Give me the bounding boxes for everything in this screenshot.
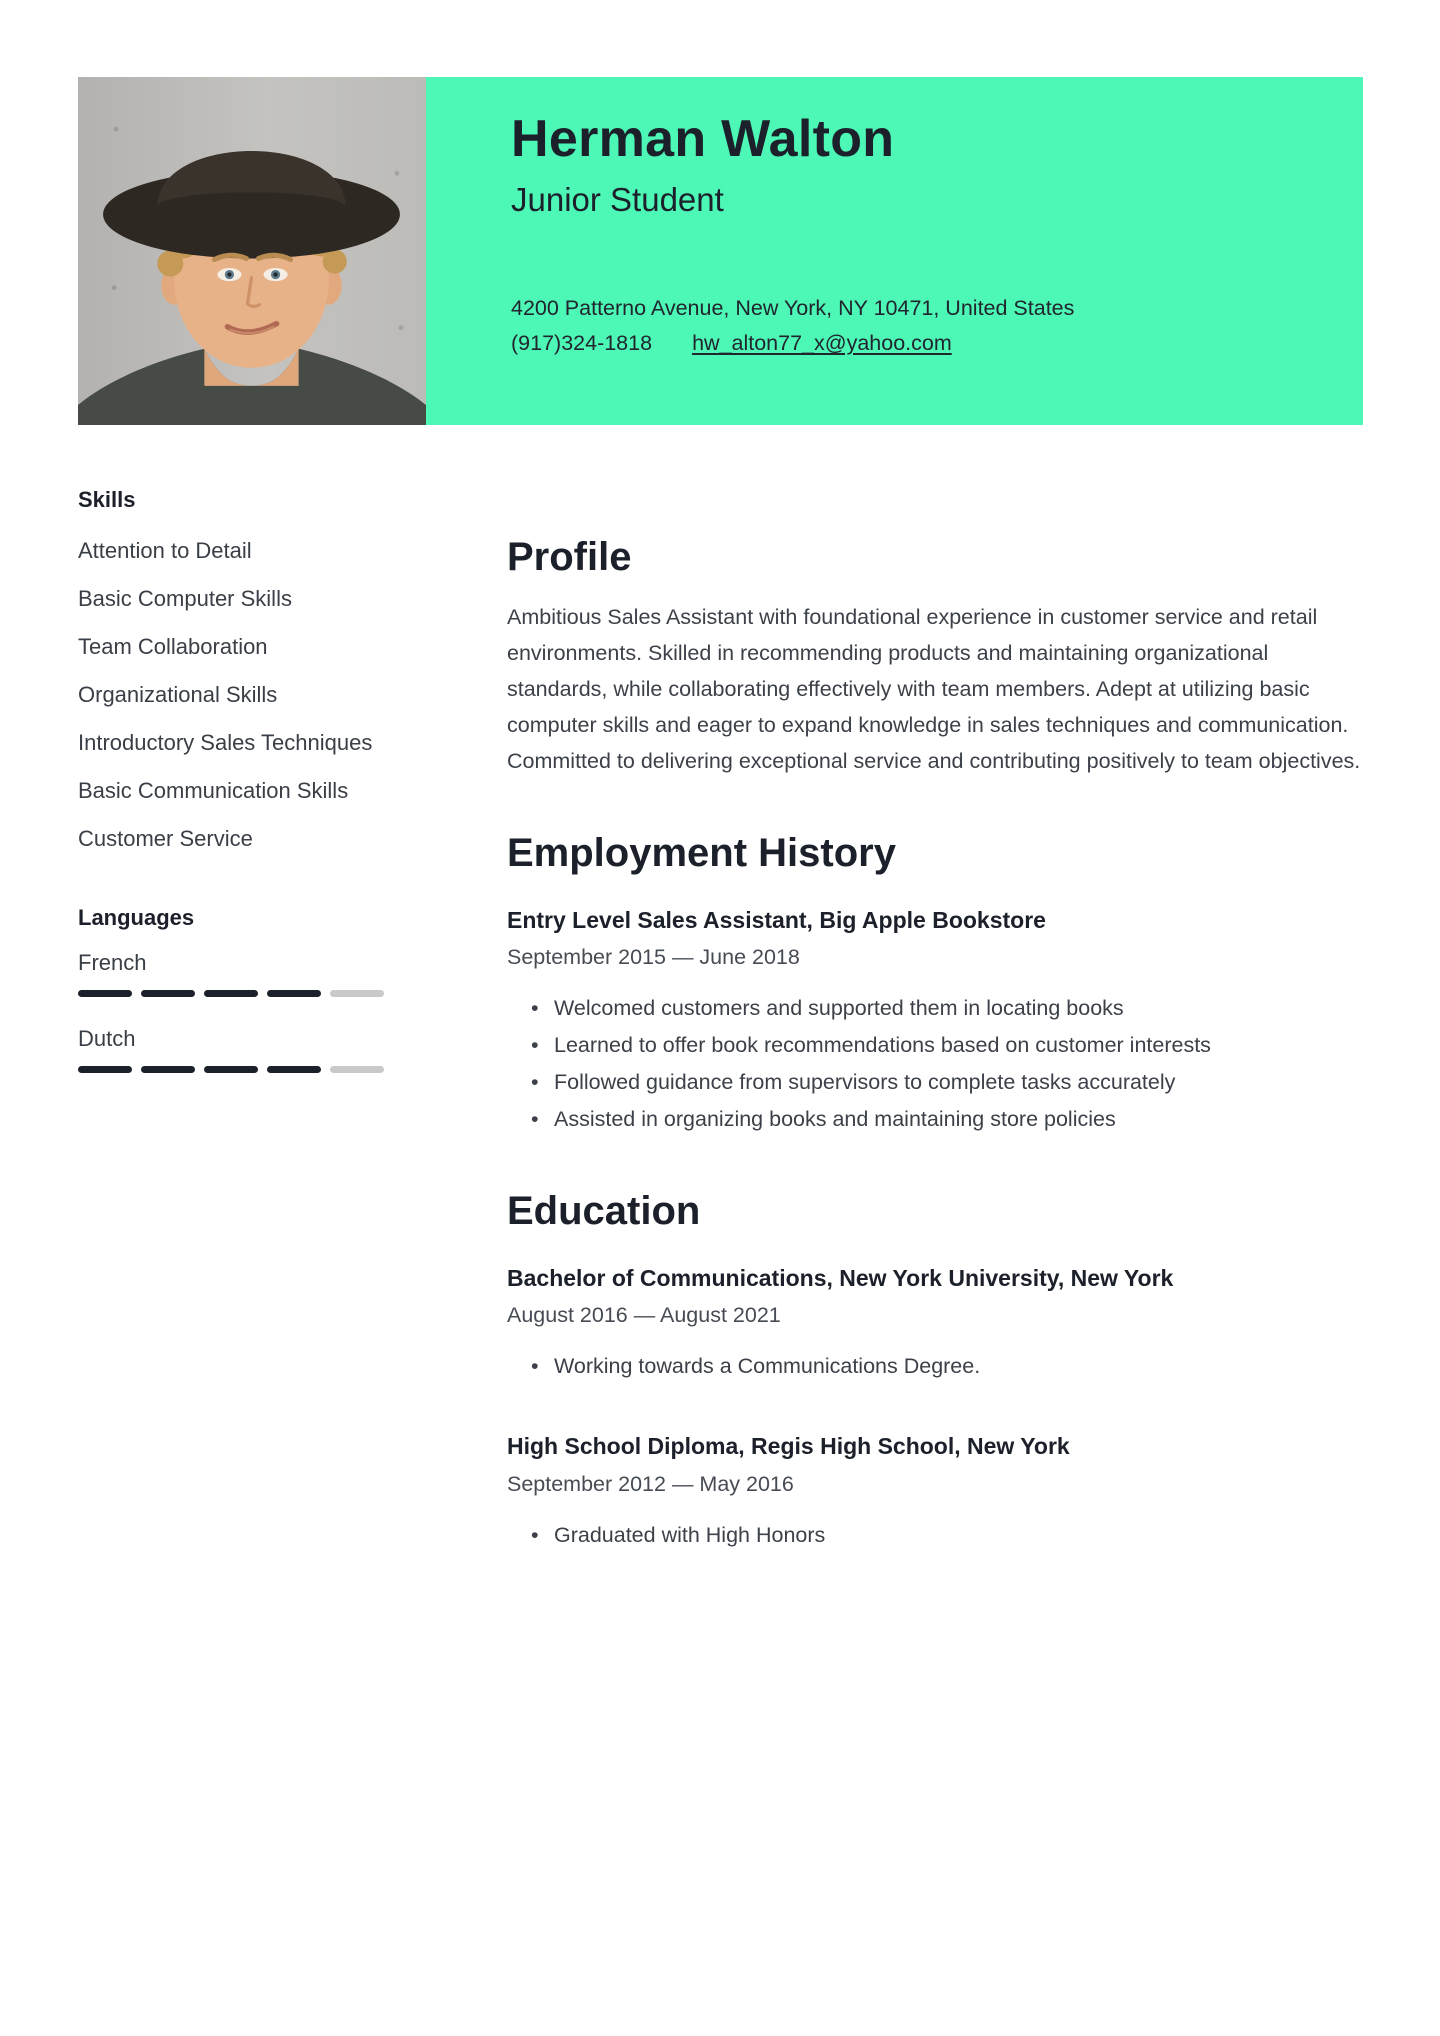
language-item bbox=[78, 945, 388, 997]
level-segment-empty bbox=[330, 1066, 384, 1073]
bullet-item: • Learned to offer book recommendations based on customer interests bbox=[507, 1027, 1363, 1063]
education-entry bbox=[507, 1262, 1363, 1384]
profile-text: Ambitious Sales Assistant with foundational experience in customer service and retail environments. Skilled in recommending products and maintaining organizational standards, while collaborating effectively with team members. Adept at utilizing basic computer skills and eager to expand knowledge in sales techniques and communication. Committed to delivering exceptional service and contributing positively to team objectives. bbox=[507, 605, 1361, 773]
level-segment-filled bbox=[267, 1066, 321, 1073]
skill-item: Attention to Detail bbox=[78, 538, 252, 563]
degree-dates: August 2016 — August 2021 bbox=[507, 1303, 781, 1328]
language-name: Dutch bbox=[78, 1026, 136, 1051]
languages-section bbox=[78, 905, 388, 1073]
bullet-item: • Welcomed customers and supported them in locating books bbox=[507, 990, 1363, 1026]
language-name: French bbox=[78, 950, 147, 975]
degree-bullets bbox=[507, 1348, 1363, 1384]
level-segment-filled bbox=[141, 1066, 195, 1073]
employment-entry bbox=[507, 904, 1363, 1137]
level-segment-filled bbox=[267, 990, 321, 997]
level-segment-empty bbox=[330, 990, 384, 997]
job-title: Entry Level Sales Assistant, Big Apple Bookstore bbox=[507, 907, 1046, 933]
skill-item: Introductory Sales Techniques bbox=[78, 730, 373, 755]
phone-number: (917)324-1818 bbox=[511, 331, 653, 356]
language-item bbox=[78, 1021, 388, 1073]
job-dates: September 2015 — June 2018 bbox=[507, 945, 800, 970]
header bbox=[78, 77, 1363, 425]
language-level-bar bbox=[78, 1066, 384, 1073]
degree-title: High School Diploma, Regis High School, New York bbox=[507, 1433, 1070, 1460]
level-segment-filled bbox=[204, 1066, 258, 1073]
skill-item: Customer Service bbox=[78, 826, 253, 851]
header-banner bbox=[426, 77, 1363, 425]
person-title: Junior Student bbox=[511, 181, 724, 219]
level-segment-filled bbox=[78, 1066, 132, 1073]
main-column bbox=[507, 533, 1363, 1554]
bullet-item: • Followed guidance from supervisors to complete tasks accurately bbox=[507, 1064, 1363, 1100]
sidebar bbox=[78, 487, 388, 1097]
skills-heading: Skills bbox=[78, 487, 136, 512]
skill-item: Basic Communication Skills bbox=[78, 778, 349, 803]
address-line: 4200 Patterno Avenue, New York, NY 10471, United States bbox=[511, 296, 1075, 321]
person-name: Herman Walton bbox=[511, 110, 895, 168]
bullet-item: • Working towards a Communications Degree. bbox=[507, 1348, 1363, 1384]
email-link[interactable]: hw_alton77_x@yahoo.com bbox=[692, 331, 952, 356]
language-level-bar bbox=[78, 990, 384, 997]
education-heading: Education bbox=[507, 1189, 701, 1234]
job-bullets bbox=[507, 990, 1363, 1137]
profile-heading: Profile bbox=[507, 535, 632, 579]
education-section bbox=[507, 1187, 1363, 1552]
employment-section bbox=[507, 829, 1363, 1137]
skill-item: Organizational Skills bbox=[78, 682, 278, 707]
degree-title: Bachelor of Communications, New York University, New York bbox=[507, 1265, 1174, 1292]
profile-section bbox=[507, 533, 1363, 779]
education-entry bbox=[507, 1430, 1363, 1552]
profile-photo bbox=[78, 77, 426, 425]
degree-dates: September 2012 — May 2016 bbox=[507, 1471, 794, 1496]
degree-bullets bbox=[507, 1517, 1363, 1553]
level-segment-filled bbox=[204, 990, 258, 997]
employment-heading: Employment History bbox=[507, 831, 896, 875]
skill-item: Basic Computer Skills bbox=[78, 586, 292, 611]
bullet-item: • Assisted in organizing books and maintaining store policies bbox=[507, 1101, 1363, 1137]
level-segment-filled bbox=[78, 990, 132, 997]
level-segment-filled bbox=[141, 990, 195, 997]
phone-email-line bbox=[511, 326, 1323, 361]
skills-list bbox=[78, 533, 388, 857]
contact-block bbox=[511, 291, 1323, 361]
portrait-illustration bbox=[78, 77, 426, 425]
bullet-item: • Graduated with High Honors bbox=[507, 1517, 1363, 1553]
body-columns bbox=[78, 425, 1363, 1554]
languages-heading: Languages bbox=[78, 905, 195, 930]
skill-item: Team Collaboration bbox=[78, 634, 268, 659]
